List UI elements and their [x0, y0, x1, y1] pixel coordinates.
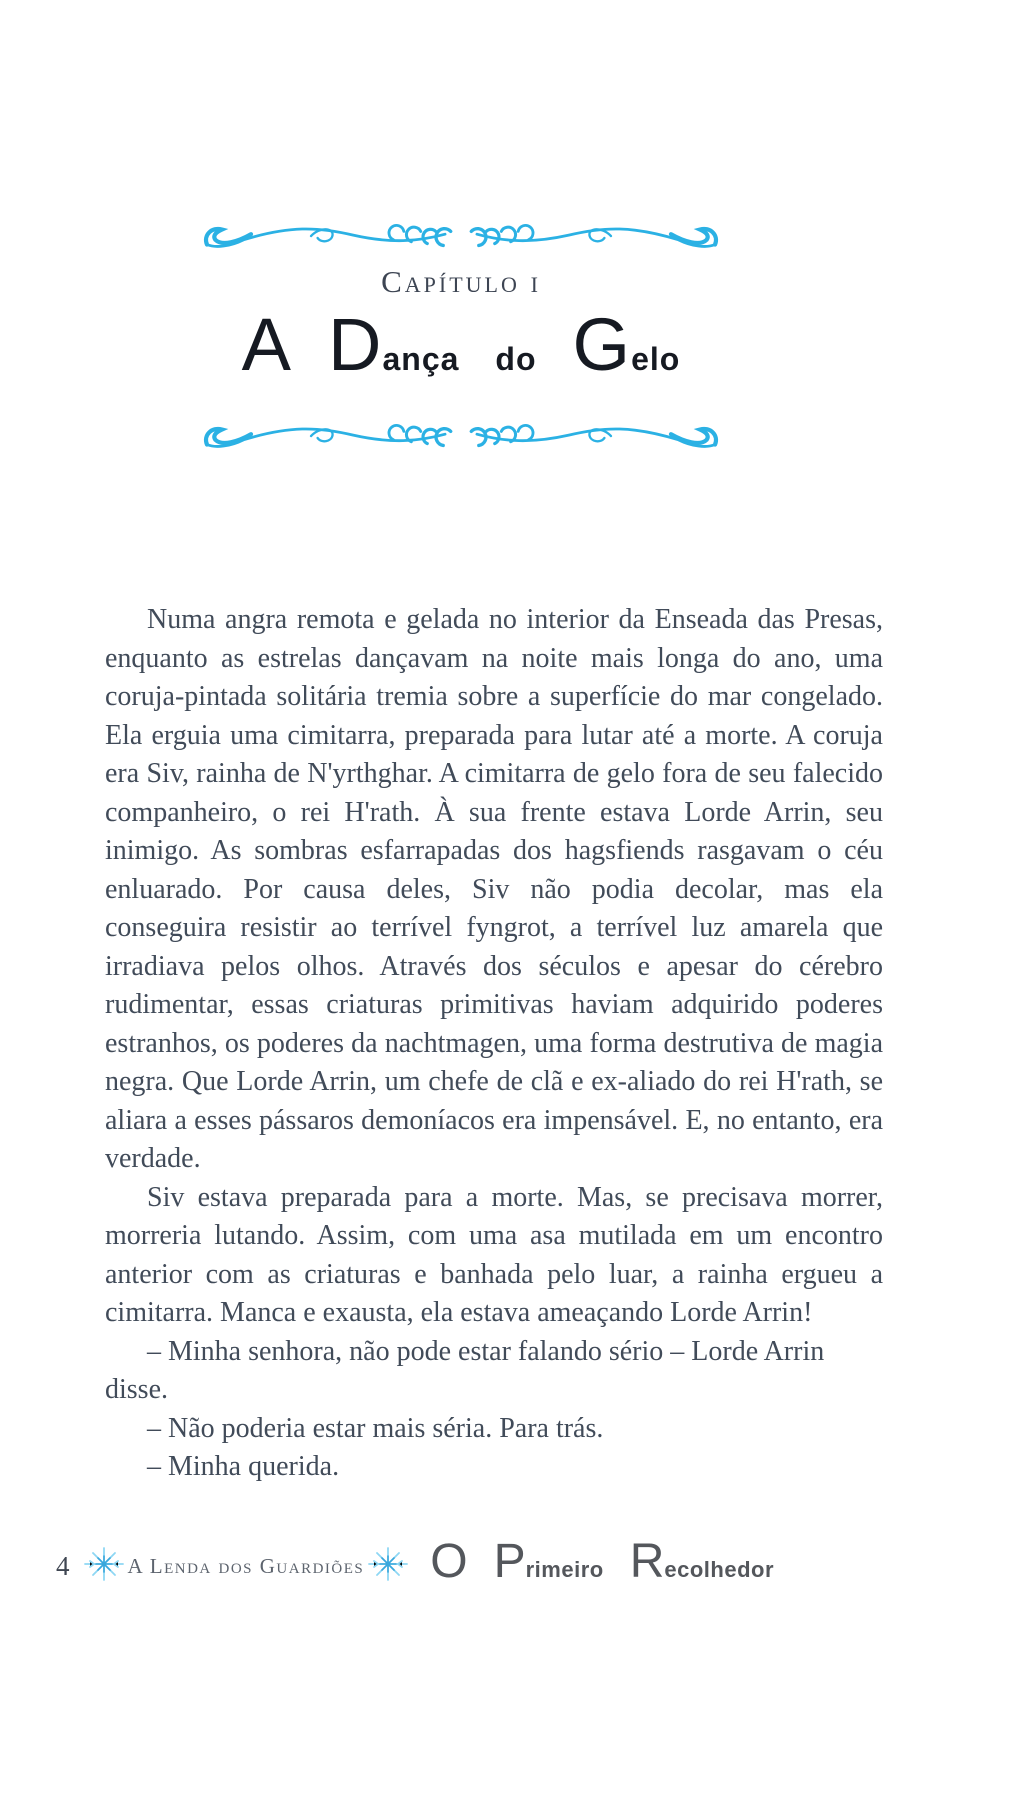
title-letter: G — [572, 303, 632, 386]
chapter-header — [180, 222, 742, 452]
book-title-letters: ecolhedor — [664, 1557, 775, 1582]
page-footer — [56, 1534, 775, 1588]
title-word — [572, 303, 681, 386]
title-word — [241, 303, 293, 386]
title-letters: ança — [382, 341, 460, 377]
title-letters: do — [495, 341, 537, 377]
book-title-word — [629, 1535, 775, 1588]
title-letter: A — [241, 303, 293, 386]
title-word — [495, 343, 536, 375]
book-title-word — [430, 1535, 468, 1588]
dialogue-line: – Minha senhora, não pode estar falando sério – Lorde Arrin disse. — [105, 1335, 825, 1405]
title-word — [328, 303, 460, 386]
page-number: 4 — [56, 1550, 70, 1581]
book-title-word — [493, 1535, 604, 1588]
chapter-label: Capítulo i — [381, 264, 541, 299]
book-title — [430, 1535, 775, 1588]
body-paragraph: Siv estava preparada para a morte. Mas, se precisava morrer, morreria lutando. Assim, com uma asa mutilada em um encontro anterior com as criaturas e banhada pelo luar, a rainha ergueu a cimitarra. Manca e exausta, ela estava ameaçando Lorde Arrin! — [105, 1181, 883, 1328]
dialogue-line: – Minha querida. — [147, 1451, 340, 1482]
body-paragraph: Numa angra remota e gelada no interior da Enseada das Presas, enquanto as estrelas dançavam na noite mais longa do ano, uma coruja-pintada solitária tremia sobre a superfície do mar congelado. Ela erguia uma cimitarra, preparada para lutar até a morte. A coruja era Siv, rainha de N'yrthghar. A cimitarra de gelo fora de seu falecido companheiro, o rei H'rath. À sua frente estava Lorde Arrin, seu inimigo. As sombras esfarrapadas dos hagsfiends rasgavam o céu enluarado. Por causa deles, Siv não podia decolar, mas ela conseguira resistir ao terrível fyngrot, a terrível luz amarela que irradiava pelos olhos. Através dos séculos e apesar do cérebro rudimentar, essas criaturas primitivas haviam adquirido poderes estranhos, os poderes da nachtmagen, uma forma destrutiva de magia negra. Que Lorde Arrin, um chefe de clã e ex-aliado do rei H'rath, se aliara a esses pássaros demoníacos era impensável. E, no entanto, era verdade. — [105, 604, 883, 1174]
book-title-letter: P — [493, 1535, 526, 1588]
book-title-letter: R — [629, 1535, 665, 1588]
flourish-divider-top-icon — [183, 222, 739, 252]
series-title: A Lenda dos Guardiões — [127, 1553, 365, 1578]
chapter-title — [180, 303, 742, 400]
title-letter: D — [328, 303, 383, 386]
book-title-letters: rimeiro — [525, 1557, 604, 1582]
title-letters: elo — [631, 341, 681, 377]
snowflake-icon — [368, 1544, 408, 1584]
chapter-body-text — [105, 601, 883, 1487]
snowflake-icon — [84, 1544, 124, 1584]
book-title-letter: O — [430, 1535, 468, 1588]
dialogue-line: – Não poderia estar mais séria. Para trás. — [147, 1412, 604, 1444]
flourish-divider-bottom-icon — [183, 422, 739, 452]
